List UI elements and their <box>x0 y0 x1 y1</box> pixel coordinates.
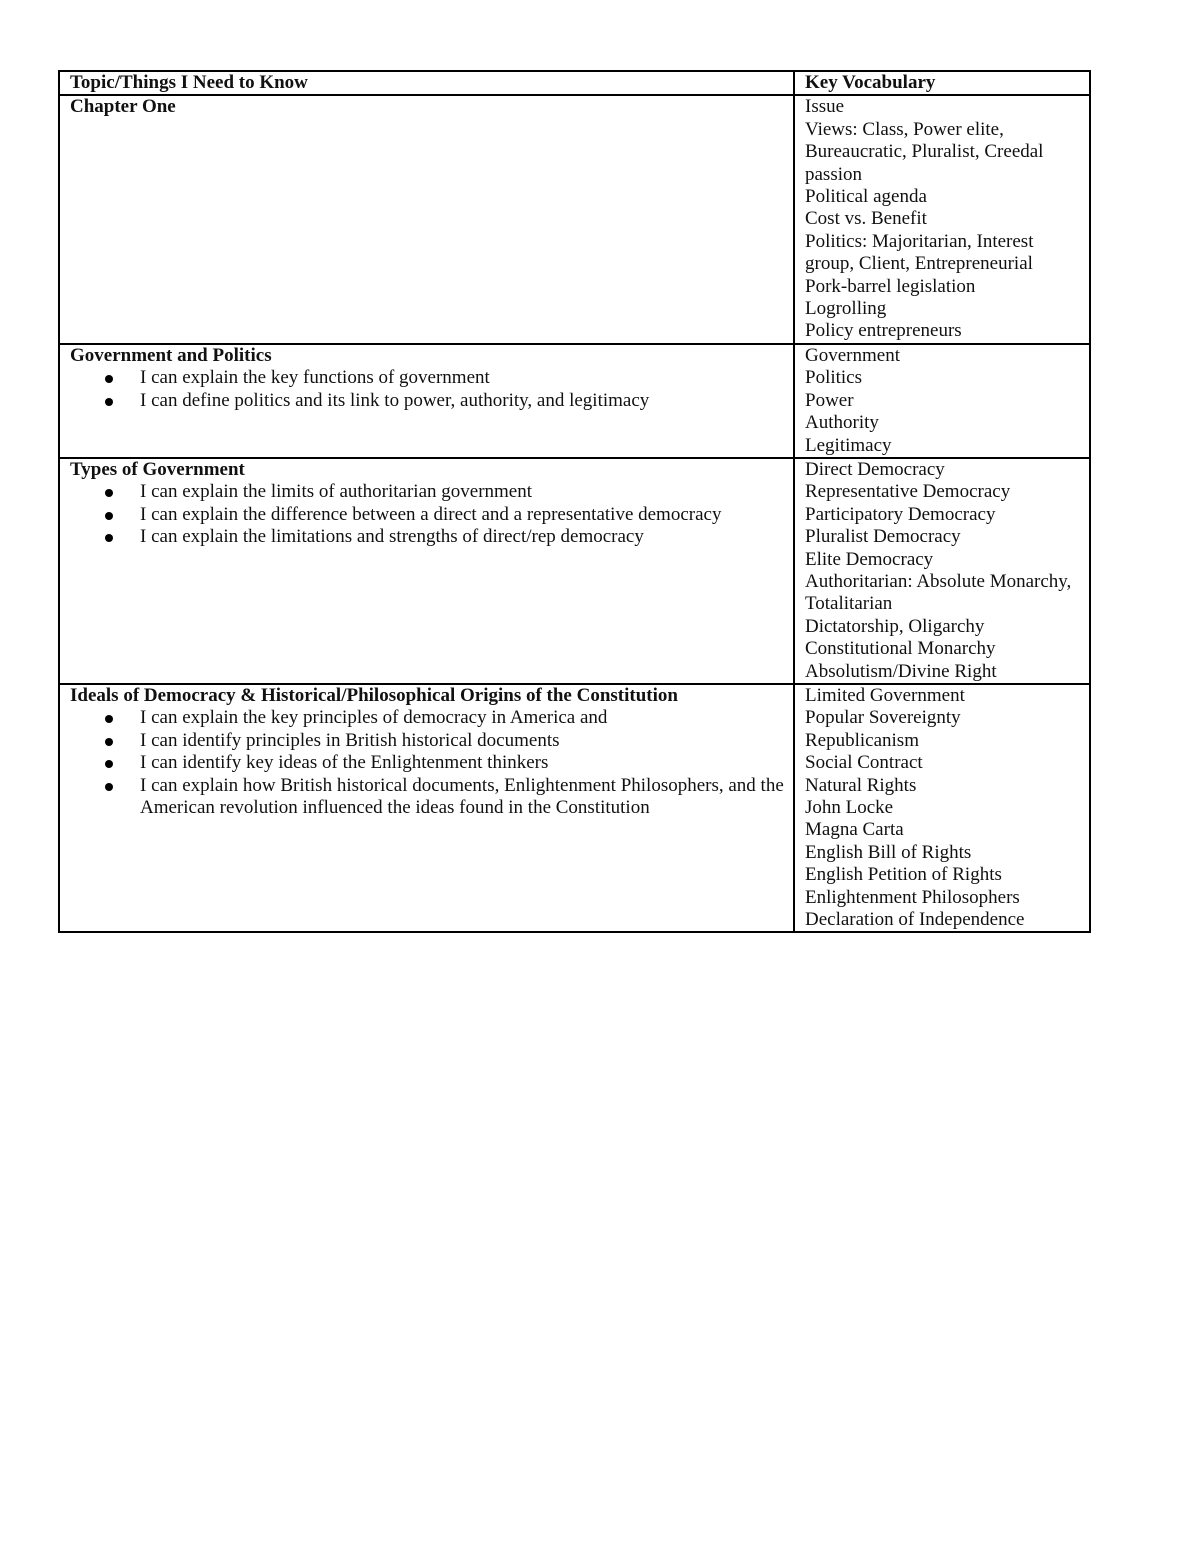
goal-item <box>140 730 785 752</box>
goal-text: I can explain how British historical documents, Enlightenment Philosophers, and the American revolution influenced the ideas found in the Constitution <box>140 774 784 818</box>
vocabulary-term: Political agenda <box>805 186 927 208</box>
vocabulary-term: Natural Rights <box>805 774 917 796</box>
topic-cell <box>59 684 794 932</box>
vocabulary-cell <box>794 684 1090 932</box>
vocabulary-term: Declaration of Independence <box>805 909 1025 931</box>
vocabulary-term: John Locke <box>805 797 894 818</box>
goal-text: I can identify principles in British historical documents <box>140 729 560 751</box>
vocabulary-term: English Petition of Rights <box>805 864 1002 886</box>
vocabulary-term: Government <box>805 344 900 366</box>
vocabulary-term: Absolutism/Divine Right <box>805 660 997 682</box>
vocabulary-term: Enlightenment Philosophers <box>805 886 1020 908</box>
goal-text: I can explain the limitations and strengths of direct/rep democracy <box>140 526 644 548</box>
bullet-icon <box>105 534 113 542</box>
section-title: Chapter One <box>70 96 176 118</box>
vocabulary-term: Issue <box>805 96 845 118</box>
vocabulary-term: Elite Democracy <box>805 548 934 570</box>
goal-list <box>70 481 785 548</box>
goal-text: I can explain the difference between a direct and a representative democracy <box>140 503 722 525</box>
section-title: Types of Government <box>70 458 245 480</box>
vocabulary-term: English Bill of Rights <box>805 841 972 863</box>
section-title: Government and Politics <box>70 344 272 366</box>
goal-list <box>70 367 785 412</box>
bullet-icon <box>105 715 113 723</box>
goal-list <box>70 707 785 819</box>
section-title: Ideals of Democracy & Historical/Philosophical Origins of the Constitution <box>70 684 678 706</box>
goal-text: I can explain the key functions of government <box>140 367 490 389</box>
vocabulary-term: Power <box>805 389 854 411</box>
header-topic: Topic/Things I Need to Know <box>59 71 794 95</box>
vocabulary-cell <box>794 458 1090 684</box>
vocabulary-term: Constitutional Monarchy <box>805 638 996 660</box>
vocabulary-term: Pluralist Democracy <box>805 526 961 548</box>
vocabulary-term: Direct Democracy <box>805 458 945 480</box>
table-row <box>59 95 1090 343</box>
vocabulary-term: Popular Sovereignty <box>805 707 961 729</box>
vocabulary-term: Limited Government <box>805 684 965 706</box>
goal-item <box>140 775 785 820</box>
vocabulary-term: Politics <box>805 367 863 389</box>
vocabulary-term: Dictatorship, Oligarchy <box>805 615 985 637</box>
vocabulary-term: Authority <box>805 412 879 434</box>
topic-cell <box>59 95 794 343</box>
vocabulary-term: Logrolling <box>805 298 887 320</box>
vocabulary-term: Legitimacy <box>805 434 892 456</box>
vocabulary-term: Politics: Majoritarian, Interest group, Client, Entrepreneurial <box>805 230 1034 275</box>
vocabulary-term: Republicanism <box>805 729 919 751</box>
vocabulary-term: Authoritarian: Absolute Monarchy, Totalitarian <box>805 570 1072 615</box>
table-header-row <box>59 71 1090 95</box>
table-row <box>59 458 1090 684</box>
goal-text: I can explain the key principles of democracy in America and <box>140 707 608 729</box>
bullet-icon <box>105 398 113 406</box>
goal-item <box>140 367 785 389</box>
goal-item <box>140 481 785 503</box>
table-row <box>59 684 1090 932</box>
study-guide-table <box>58 70 1091 933</box>
table-row <box>59 344 1090 458</box>
vocabulary-term: Cost vs. Benefit <box>805 208 927 230</box>
bullet-icon <box>105 738 113 746</box>
topic-cell <box>59 344 794 458</box>
goal-item <box>140 526 785 548</box>
bullet-icon <box>105 375 113 383</box>
bullet-icon <box>105 783 113 791</box>
goal-text: I can explain the limits of authoritarian government <box>140 481 533 503</box>
vocabulary-term: Policy entrepreneurs <box>805 320 962 342</box>
vocabulary-cell <box>794 95 1090 343</box>
vocabulary-term: Participatory Democracy <box>805 503 996 525</box>
goal-item <box>140 390 785 412</box>
goal-item <box>140 504 785 526</box>
header-vocabulary: Key Vocabulary <box>794 71 1090 95</box>
vocabulary-cell <box>794 344 1090 458</box>
vocabulary-term: Social Contract <box>805 752 923 774</box>
vocabulary-term: Views: Class, Power elite, Bureaucratic, Pluralist, Creedal passion <box>805 118 1044 185</box>
bullet-icon <box>105 760 113 768</box>
goal-text: I can identify key ideas of the Enlightenment thinkers <box>140 752 549 774</box>
bullet-icon <box>105 512 113 520</box>
vocabulary-term: Representative Democracy <box>805 481 1011 503</box>
vocabulary-term: Pork-barrel legislation <box>805 275 976 297</box>
vocabulary-term: Magna Carta <box>805 819 904 841</box>
goal-text: I can define politics and its link to power, authority, and legitimacy <box>140 389 650 411</box>
topic-cell <box>59 458 794 684</box>
goal-item <box>140 752 785 774</box>
goal-item <box>140 707 785 729</box>
bullet-icon <box>105 489 113 497</box>
